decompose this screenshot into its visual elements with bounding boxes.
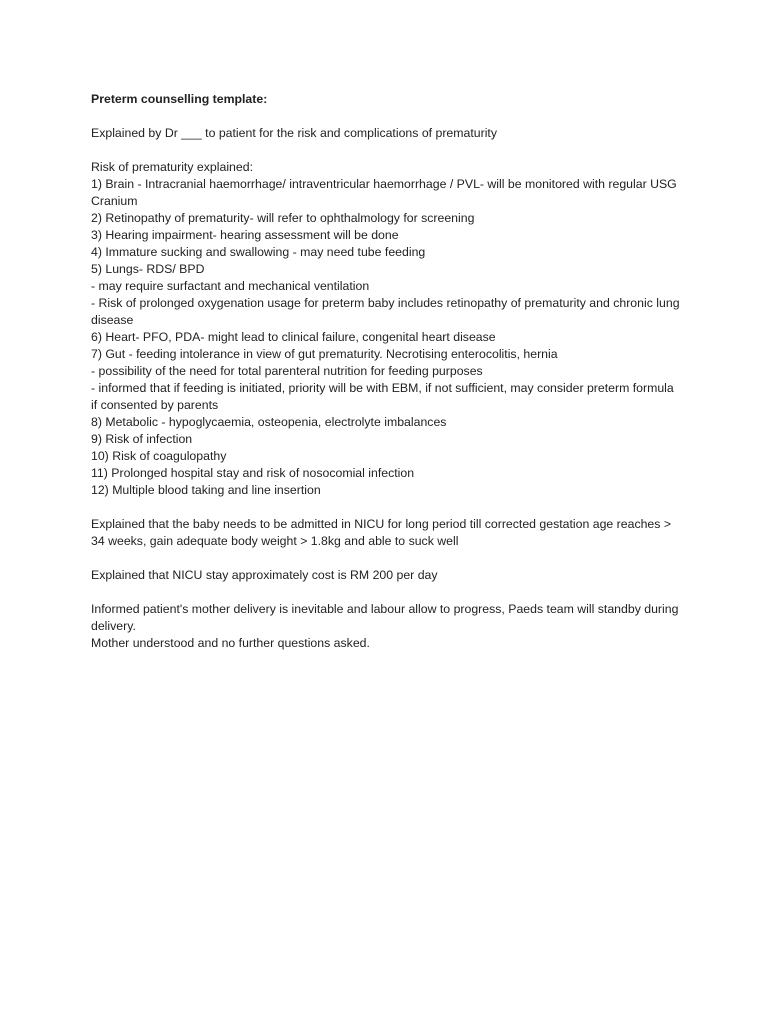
nicu-cost-paragraph: Explained that NICU stay approximately cost is RM 200 per day (91, 568, 438, 582)
risk-item: - may require surfactant and mechanical ventilation (91, 279, 370, 293)
risk-item: 11) Prolonged hospital stay and risk of nosocomial infection (91, 466, 415, 480)
spacer (91, 108, 681, 125)
closing-paragraph: Mother understood and no further questions asked. (91, 636, 370, 650)
spacer (91, 584, 681, 601)
nicu-admission-paragraph: Explained that the baby needs to be admitted in NICU for long period till corrected gestation age reaches > 34 weeks, gain adequate body weight > 1.8kg and able to suck well (91, 517, 672, 548)
risk-item: - informed that if feeding is initiated, priority will be with EBM, if not sufficient, may consider preterm formula if consented by parents (91, 381, 674, 412)
risk-item: 3) Hearing impairment- hearing assessment will be done (91, 228, 399, 242)
risk-item: 12) Multiple blood taking and line insertion (91, 483, 321, 497)
document-title: Preterm counselling template: (91, 92, 268, 106)
spacer (91, 550, 681, 567)
risk-item: 8) Metabolic - hypoglycaemia, osteopenia, electrolyte imbalances (91, 415, 447, 429)
spacer (91, 142, 681, 159)
risk-heading: Risk of prematurity explained: (91, 160, 253, 174)
spacer (91, 499, 681, 516)
risk-item: 6) Heart- PFO, PDA- might lead to clinical failure, congenital heart disease (91, 330, 496, 344)
risk-item: - Risk of prolonged oxygenation usage for preterm baby includes retinopathy of prematurity and chronic lung disease (91, 296, 680, 327)
risk-item: - possibility of the need for total parenteral nutrition for feeding purposes (91, 364, 483, 378)
risk-item: 10) Risk of coagulopathy (91, 449, 227, 463)
risk-item: 5) Lungs- RDS/ BPD (91, 262, 205, 276)
risk-item: 4) Immature sucking and swallowing - may need tube feeding (91, 245, 426, 259)
risk-item: 9) Risk of infection (91, 432, 193, 446)
intro-paragraph: Explained by Dr ___ to patient for the risk and complications of prematurity (91, 126, 498, 140)
risk-list (91, 176, 681, 499)
risk-item: 1) Brain - Intracranial haemorrhage/ intraventricular haemorrhage / PVL- will be monitored with regular USG Cranium (91, 177, 677, 208)
document-page (91, 91, 681, 652)
delivery-paragraph: Informed patient's mother delivery is inevitable and labour allow to progress, Paeds team will standby during delivery. (91, 602, 679, 633)
risk-item: 2) Retinopathy of prematurity- will refer to ophthalmology for screening (91, 211, 475, 225)
risk-item: 7) Gut - feeding intolerance in view of gut prematurity. Necrotising enterocolitis, hernia (91, 347, 558, 361)
